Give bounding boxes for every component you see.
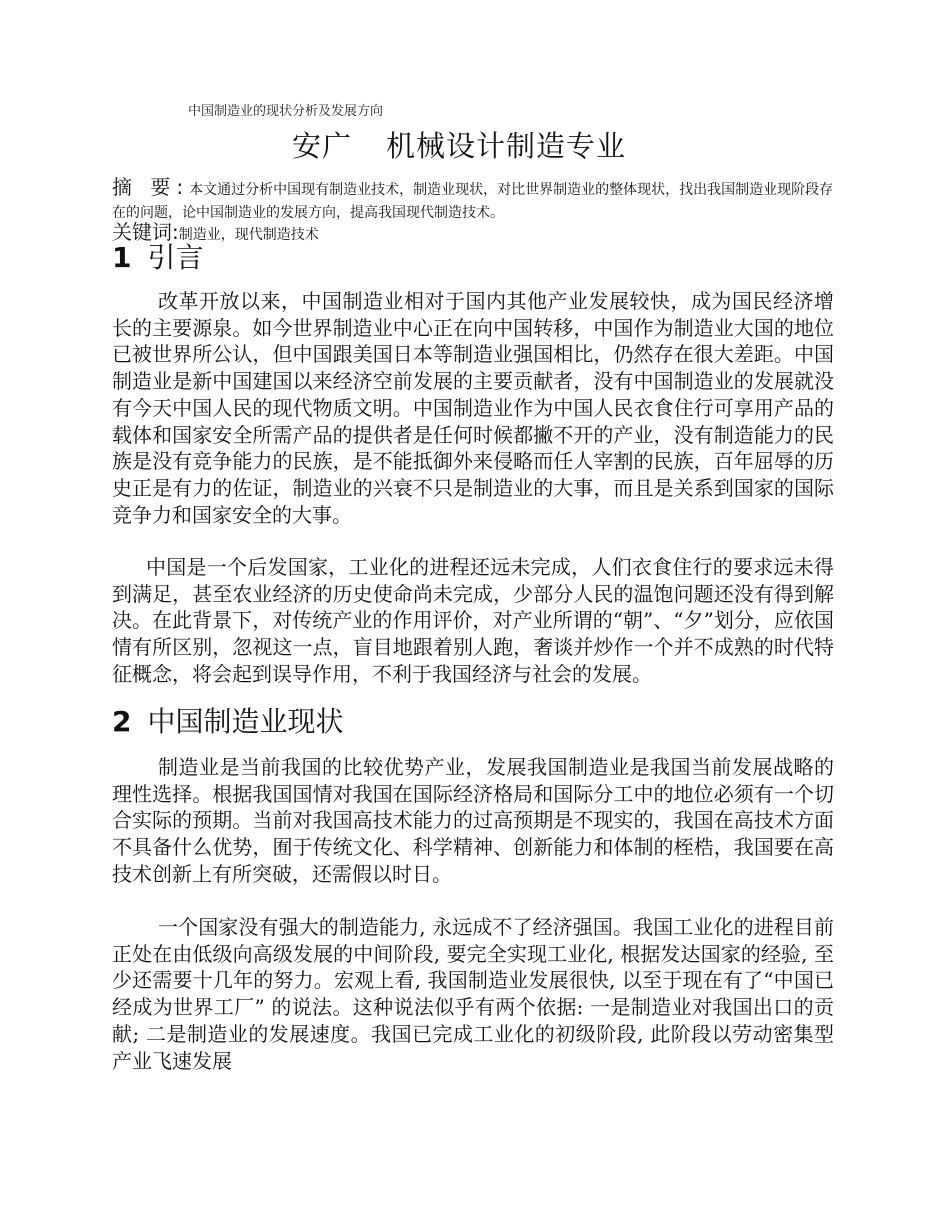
paragraph: 改革开放以来，中国制造业相对于国内其他产业发展较快，成为国民经济增长的主要源泉。如今世界制造业中心正在向中国转移，中国作为制造业大国的地位已被世界所公认，但中国跟美国日本等制造业强国相比，仍然存在很大差距。中国制造业是新中国建国以来经济空前发展的主要贡献者，没有中国制造业的发展就没有今天中国人民的现代物质文明。中国制造业作为中国人民衣食住行可享用产品的载体和国家安全所需产品的提供者是任何时候都撇不开的产业，没有制造能力的民族是没有竞争能力的民族，是不能抵御外来侵略而任人宰割的民族，百年屈辱的历史正是有力的佐证，制造业的兴衰不只是制造业的大事，而且是关系到国家的国际竞争力和国家安全的大事。 <box>112 289 834 527</box>
running-title: 中国制造业的现状分析及发展方向 <box>188 104 384 119</box>
paragraph: 中国是一个后发国家，工业化的进程还远未完成，人们衣食住行的要求远未得到满足，甚至农业经济的历史使命尚未完成，少部分人民的温饱问题还没有得到解决。在此背景下，对传统产业的作用评价，对产业所谓的“朝”、“夕”划分，应依国情有所区别，忽视这一点，盲目地跟着别人跑，奢谈并炒作一个并不成熟的时代特征概念，将会起到误导作用，不利于我国经济与社会的发展。 <box>112 555 834 686</box>
section-number: 2 <box>112 705 132 738</box>
keywords-text: 制造业，现代制造技术 <box>178 227 319 243</box>
paper-title-line <box>292 124 626 165</box>
keywords-label: 关键词: <box>112 220 179 244</box>
abstract-text: 本文通过分析中国现有制造业技术，制造业现状，对比世界制造业的整体现状，找出我国制造业现阶段存在的问题，论中国制造业的发展方向，提高我国现代制造技术。 <box>112 182 834 221</box>
paragraph: 一个国家没有强大的制造能力, 永远成不了经济强国。我国工业化的进程目前正处在由低级向高级发展的中间阶段, 要完全实现工业化, 根据发达国家的经验, 至少还需要十几年的努力。宏观上看, 我国制造业发展很快, 以至于现在有了“中国已经成为世界工厂” 的说法。这种说法似乎有两个依据: 一是制造业对我国出口的贡献; 二是制造业的发展速度。我国已完成工业化的初级阶段, 此阶段以劳动密集型产业飞速发展 <box>112 915 834 1073</box>
author-name: 安广 <box>292 129 353 163</box>
section-title: 中国制造业现状 <box>147 705 344 738</box>
section-number: 1 <box>112 241 132 274</box>
abstract <box>112 176 842 225</box>
abstract-label: 摘 要: <box>112 175 190 199</box>
keywords <box>112 222 842 245</box>
section-title: 引言 <box>147 241 204 274</box>
section-heading-2 <box>112 706 344 738</box>
author-major: 机械设计制造专业 <box>386 129 627 163</box>
section-heading-1 <box>112 242 204 274</box>
paragraph: 制造业是当前我国的比较优势产业，发展我国制造业是我国当前发展战略的理性选择。根据我国国情对我国在国际经济格局和国际分工中的地位必须有一个切合实际的预期。当前对我国高技术能力的过高预期是不现实的，我国在高技术方面不具备什么优势，囿于传统文化、科学精神、创新能力和体制的桎梏，我国要在高技术创新上有所突破，还需假以时日。 <box>112 755 834 886</box>
